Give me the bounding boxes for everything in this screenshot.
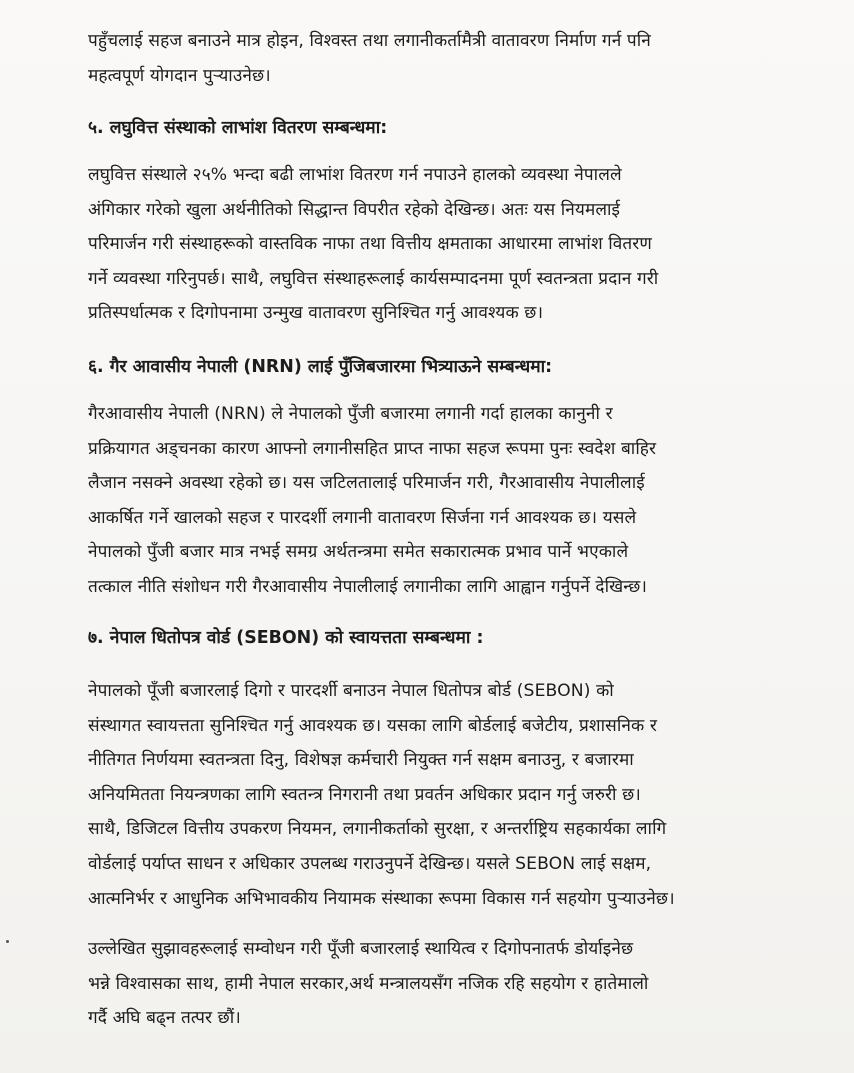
paragraph-line: प्रक्रियागत अड्चनका कारण आफ्नो लगानीसहित प्राप्त नाफा सहज रूपमा पुनः स्वदेश बाहिर [88,438,657,459]
paragraph-line: वोर्डलाई पर्याप्त साधन र अधिकार उपलब्ध गराउनुपर्ने देखिन्छ। यसले SEBON लाई सक्षम, [88,853,652,874]
paragraph-line: गर्ने व्यवस्था गरिनुपर्छ। साथै, लघुवित्त संस्थाहरूलाई कार्यसम्पादनमा पूर्ण स्वतन्त्रता प्रदान गरी [88,268,659,289]
section-5-heading: ५. लघुवित्त संस्थाको लाभांश वितरण सम्बन्धमा: [88,118,388,138]
paragraph-line: आत्मनिर्भर र आधुनिक अभिभावकीय नियामक संस्थाका रूपमा विकास गर्न सहयोग पुऱ्याउनेछ। [88,888,675,909]
paragraph-line: गैरआवासीय नेपाली (NRN) ले नेपालको पुँजी बजारमा लगानी गर्दा हालका कानुनी र [88,404,613,424]
paragraph-line: लघुवित्त संस्थाले २५% भन्दा बढी लाभांश वितरण गर्न नपाउने हालको व्यवस्था नेपालले [88,165,622,185]
paragraph-line: पहुँचलाई सहज बनाउने मात्र होइन, विश्वस्त तथा लगानीकर्तामैत्री वातावरण निर्माण गर्न पनि [88,31,651,51]
paragraph-line: संस्थागत स्वायत्तता सुनिश्चित गर्नु आवश्यक छ। यसका लागि बोर्डलाई बजेटीय, प्रशासनिक र [88,715,657,736]
section-5-paragraph [88,158,778,331]
paragraph-line: गर्दै अघि बढ्न तत्पर छौं। [88,1008,241,1029]
paragraph-line: भन्ने विश्वासका साथ, हामी नेपाल सरकार,अर्थ मन्त्रालयसँग नजिक रहि सहयोग र हातेमालो [88,973,649,994]
paragraph-line: अंगिकार गरेको खुला अर्थनीतिको सिद्धान्त विपरीत रहेको देखिन्छ। अतः यस नियमलाई [88,199,621,220]
conclusion-paragraph [88,932,778,1036]
paragraph-line: नेपालको पूँजी बजारलाई दिगो र पारदर्शी बनाउन नेपाल धितोपत्र बोर्ड (SEBON) को [88,681,614,701]
paragraph-line: नीतिगत निर्णयमा स्वतन्त्रता दिनु, विशेषज्ञ कर्मचारी नियुक्त गर्न सक्षम बनाउनु, र बजारमा [88,750,634,771]
scan-speck [6,940,9,943]
paragraph-line: आकर्षित गर्ने खालको सहज र पारदर्शी लगानी वातावरण सिर्जना गर्न आवश्यक छ। यसले [88,507,637,528]
paragraph-line: परिमार्जन गरी संस्थाहरूको वास्तविक नाफा तथा वित्तीय क्षमताका आधारमा लाभांश वितरण [88,234,652,255]
paragraph-line: प्रतिस्पर्धात्मक र दिगोपनामा उन्मुख वातावरण सुनिश्चित गर्नु आवश्यक छ। [88,303,544,324]
paragraph-line: नेपालको पुँजी बजार मात्र नभई समग्र अर्थतन्त्रमा समेत सकारात्मक प्रभाव पार्ने भएकाले [88,542,629,563]
paragraph-line: लैजान नसक्ने अवस्था रहेको छ। यस जटिलतालाई परिमार्जन गरी, गैरआवासीय नेपालीलाई [88,473,645,494]
paragraph-line: उल्लेखित सुझावहरूलाई सम्वोधन गरी पूँजी बजारलाई स्थायित्व र दिगोपनातर्फ डोर्याइनेछ [88,939,634,959]
section-6-paragraph [88,397,778,605]
section-7-heading: ७. नेपाल धितोपत्र वोर्ड (SEBON) को स्वायत्तता सम्बन्धमा : [88,628,484,648]
paragraph-line: साथै, डिजिटल वित्तीय उपकरण नियमन, लगानीकर्ताको सुरक्षा, र अन्तर्राष्ट्रिय सहकार्यका लागि [88,819,667,840]
intro-paragraph [88,24,778,93]
paragraph-line: अनियमितता नियन्त्रणका लागि स्वतन्त्र निगरानी तथा प्रवर्तन अधिकार प्रदान गर्नु जरुरी छ। [88,784,641,805]
paragraph-line: तत्काल नीति संशोधन गरी गैरआवासीय नेपालीलाई लगानीका लागि आह्वान गर्नुपर्ने देखिन्छ। [88,576,648,597]
section-7-paragraph [88,674,778,916]
section-6-heading: ६. गैर आवासीय नेपाली (NRN) लाई पुँजिबजारमा भित्र्याऊने सम्बन्धमा: [88,357,553,377]
paragraph-line: महत्वपूर्ण योगदान पुऱ्याउनेछ। [88,65,271,86]
